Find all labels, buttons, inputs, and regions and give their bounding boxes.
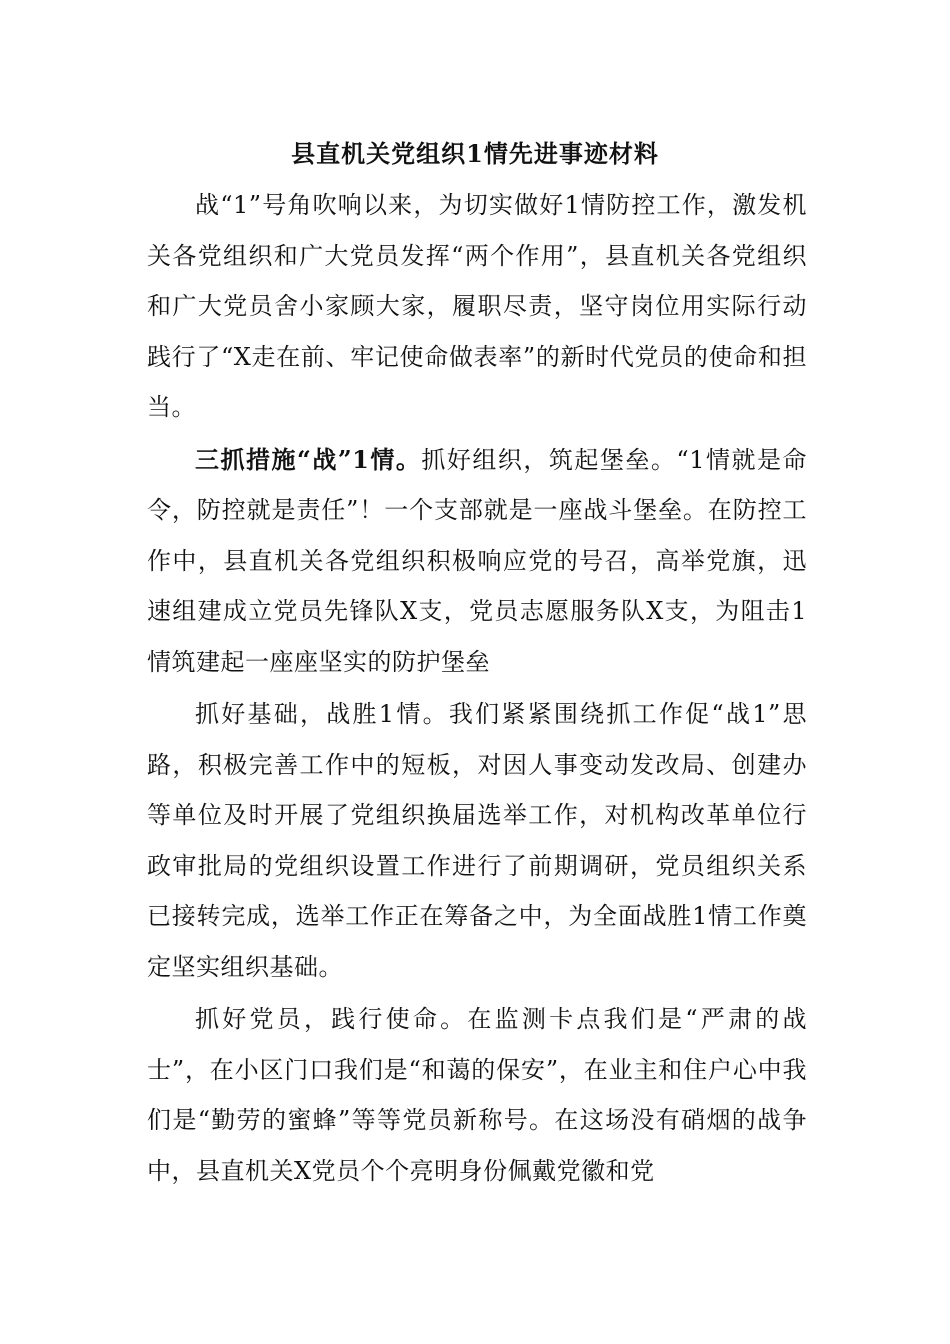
paragraph-lead: 三抓措施“战”1情。 [195, 444, 422, 474]
document-body [147, 180, 807, 1198]
paragraph-intro [147, 180, 807, 433]
paragraph-text: 抓好组织，筑起堡垒。“1情就是命令，防控就是责任”！一个支部就是一座战斗堡垒。在防控工作中，县直机关各党组织积极响应党的号召，高举党旗，迅速组建成立党员先锋队X支，党员志愿服务队X支，为阻击1情筑建起一座座坚实的防护堡垒 [147, 445, 807, 676]
paragraph-members [147, 994, 807, 1196]
paragraph-text: 抓好基础，战胜1情。我们紧紧围绕抓工作促“战1”思路，积极完善工作中的短板，对因人事变动发改局、创建办等单位及时开展了党组织换届选举工作，对机构改革单位行政审批局的党组织设置工作进行了前期调研，党员组织关系已接转完成，选举工作正在筹备之中，为全面战胜1情工作奠定坚实组织基础。 [147, 700, 807, 981]
paragraph-measures [147, 435, 807, 688]
paragraph-text: 战“1”号角吹响以来，为切实做好1情防控工作，激发机关各党组织和广大党员发挥“两个作用”，县直机关各党组织和广大党员舍小家顾大家，履职尽责，坚守岗位用实际行动践行了“X走在前、牢记使命做表率”的新时代党员的使命和担当。 [147, 191, 807, 421]
paragraph-text: 抓好党员，践行使命。在监测卡点我们是“严肃的战士”，在小区门口我们是“和蔼的保安”，在业主和住户心中我们是“勤劳的蜜蜂”等等党员新称号。在这场没有硝烟的战争中，县直机关X党员个个亮明身份佩戴党徽和党 [147, 1005, 807, 1185]
paragraph-foundation [147, 689, 807, 992]
document-title: 县直机关党组织1情先进事迹材料 [291, 139, 659, 168]
